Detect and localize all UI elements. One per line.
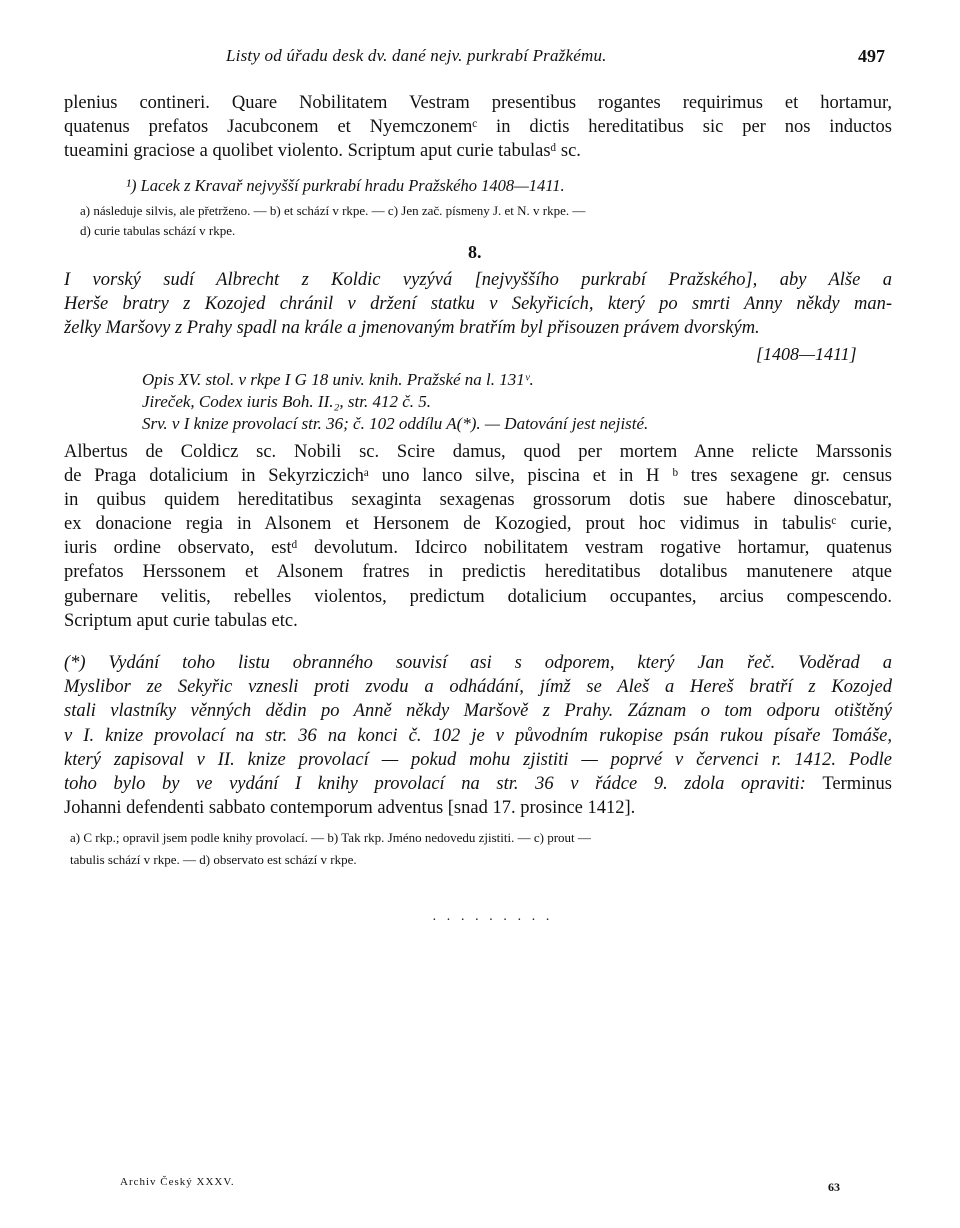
note-line: (*) Vydání toho listu obranného souvisí asi s odporem, který Jan řeč. Voděrad a — [64, 653, 892, 673]
regest-line: želky Maršovy z Prahy spadl na krále a jmenovaným bratřím byl přisouzen právem dvorským. — [64, 318, 760, 338]
editorial-note — [64, 651, 892, 820]
intro-line: plenius contineri. Quare Nobilitatem Vestram presentibus rogantes requirimus et hortamur, — [64, 93, 892, 113]
intro-line: tueamini graciose a quolibet violento. Scriptum aput curie tabulasᵈ sc. — [64, 141, 581, 162]
document-number: 8. — [468, 242, 482, 262]
latin-line: ex donacione regia in Alsonem et Hersonem de Kozogied, prout hoc vidimus in tabulisᶜ curie, — [64, 514, 892, 535]
note-line: Johanni defendenti sabbato contemporum adventus [snad 17. prosince 1412]. — [64, 798, 636, 819]
footnote-1: ¹) Lacek z Kravař nejvyšší purkrabí hradu Pražského 1408—1411. — [126, 176, 565, 195]
textual-note-line: tabulis schází v rkpe. — d) observato est schází v rkpe. — [70, 852, 357, 867]
note-line: stali vlastníky věnných dědin po Anně někdy Maršově z Prahy. Záznam o tom odporu otištěný — [64, 701, 892, 722]
latin-line: in quibus quidem hereditatibus sexaginta sexagenas grossorum dotis sue habere dinoscebatur, — [64, 490, 892, 511]
intro-paragraph — [64, 91, 892, 164]
note-line-italic: toho bylo by ve vydání I knihy provolací na str. 36 v řádce 9. zdola opraviti: — [64, 774, 806, 795]
latin-line: gubernare velitis, rebelles violentos, predictum dotalicium occupantes, arcius compescendo. — [64, 586, 892, 607]
sheet-number: 63 — [828, 1180, 840, 1194]
latin-line: de Praga dotalicium in Sekyrziczichᵃ uno lanco silve, piscina et in H ᵇ tres sexagene gr. census — [64, 466, 892, 487]
separator-dots: · · · · · · · · · — [432, 913, 553, 928]
latin-line: Scriptum aput curie tabulas etc. — [64, 610, 298, 631]
latin-text — [64, 440, 892, 633]
page-number: 497 — [858, 46, 885, 66]
regest-line: I vorský sudí Albrecht z Koldic vyzývá [nejvyššího purkrabí Pražského], aby Alše a — [64, 270, 892, 290]
note-roman-word: Terminus — [822, 774, 893, 795]
source-line: Opis XV. stol. v rkpe I G 18 univ. knih. Pražské na l. 131ᵛ. — [142, 370, 534, 389]
note-line: v I. knize provolací na str. 36 na konci č. 102 je v původním rukopise psán rukou písaře Tomáše, — [64, 725, 892, 746]
regest-paragraph — [64, 268, 892, 340]
printer-signature: Archiv Český XXXV. — [120, 1176, 235, 1188]
textual-note-line: d) curie tabulas schází v rkpe. — [80, 223, 236, 238]
textual-notes-2 — [70, 827, 591, 871]
sources-list — [142, 369, 648, 435]
note-line-with-roman — [64, 772, 892, 796]
textual-note-line: a) C rkp.; opravil jsem podle knihy provolací. — b) Tak rkp. Jméno nedovedu zjistiti. — c) prout — — [70, 830, 591, 845]
date-range: [1408—1411] — [756, 344, 857, 364]
intro-line: quatenus prefatos Jacubconem et Nyemczonemᶜ in dictis hereditatibus sic per nos inductos — [64, 117, 892, 138]
regest-line: Herše bratry z Kozojed chránil v držení statku v Sekyřicích, který po smrti Anny někdy man- — [64, 294, 892, 314]
latin-line: Albertus de Coldicz sc. Nobili sc. Scire damus, quod per mortem Anne relicte Marssonis — [64, 442, 892, 462]
textual-notes-1 — [80, 201, 585, 241]
running-head: Listy od úřadu desk dv. dané nejv. purkrabí Pražkému. — [226, 46, 607, 65]
latin-line: iuris ordine observato, estᵈ devolutum. Idcirco nobilitatem vestram rogative hortamur, quatenus — [64, 538, 892, 559]
source-line: Jireček, Codex iuris Boh. II.₂, str. 412 č. 5. — [142, 392, 432, 411]
textual-note-line: a) následuje silvis, ale přetrženo. — b) et schází v rkpe. — c) Jen zač. písmeny J. et N. v rkpe. — — [80, 203, 586, 218]
latin-line: prefatos Herssonem et Alsonem fratres in predictis hereditatibus dotalibus manutenere atque — [64, 562, 892, 583]
note-line: Myslibor ze Sekyřic vznesli proti zvodu a odhádání, jímž se Aleš a Hereš bratří z Kozojed — [64, 677, 892, 698]
source-line: Srv. v I knize provolací str. 36; č. 102 oddílu A(*). — Datování jest nejisté. — [142, 414, 649, 433]
note-line: který zapisoval v II. knize provolací — pokud mohu zjistiti — poprvé v červenci r. 1412. Podle — [64, 749, 892, 770]
